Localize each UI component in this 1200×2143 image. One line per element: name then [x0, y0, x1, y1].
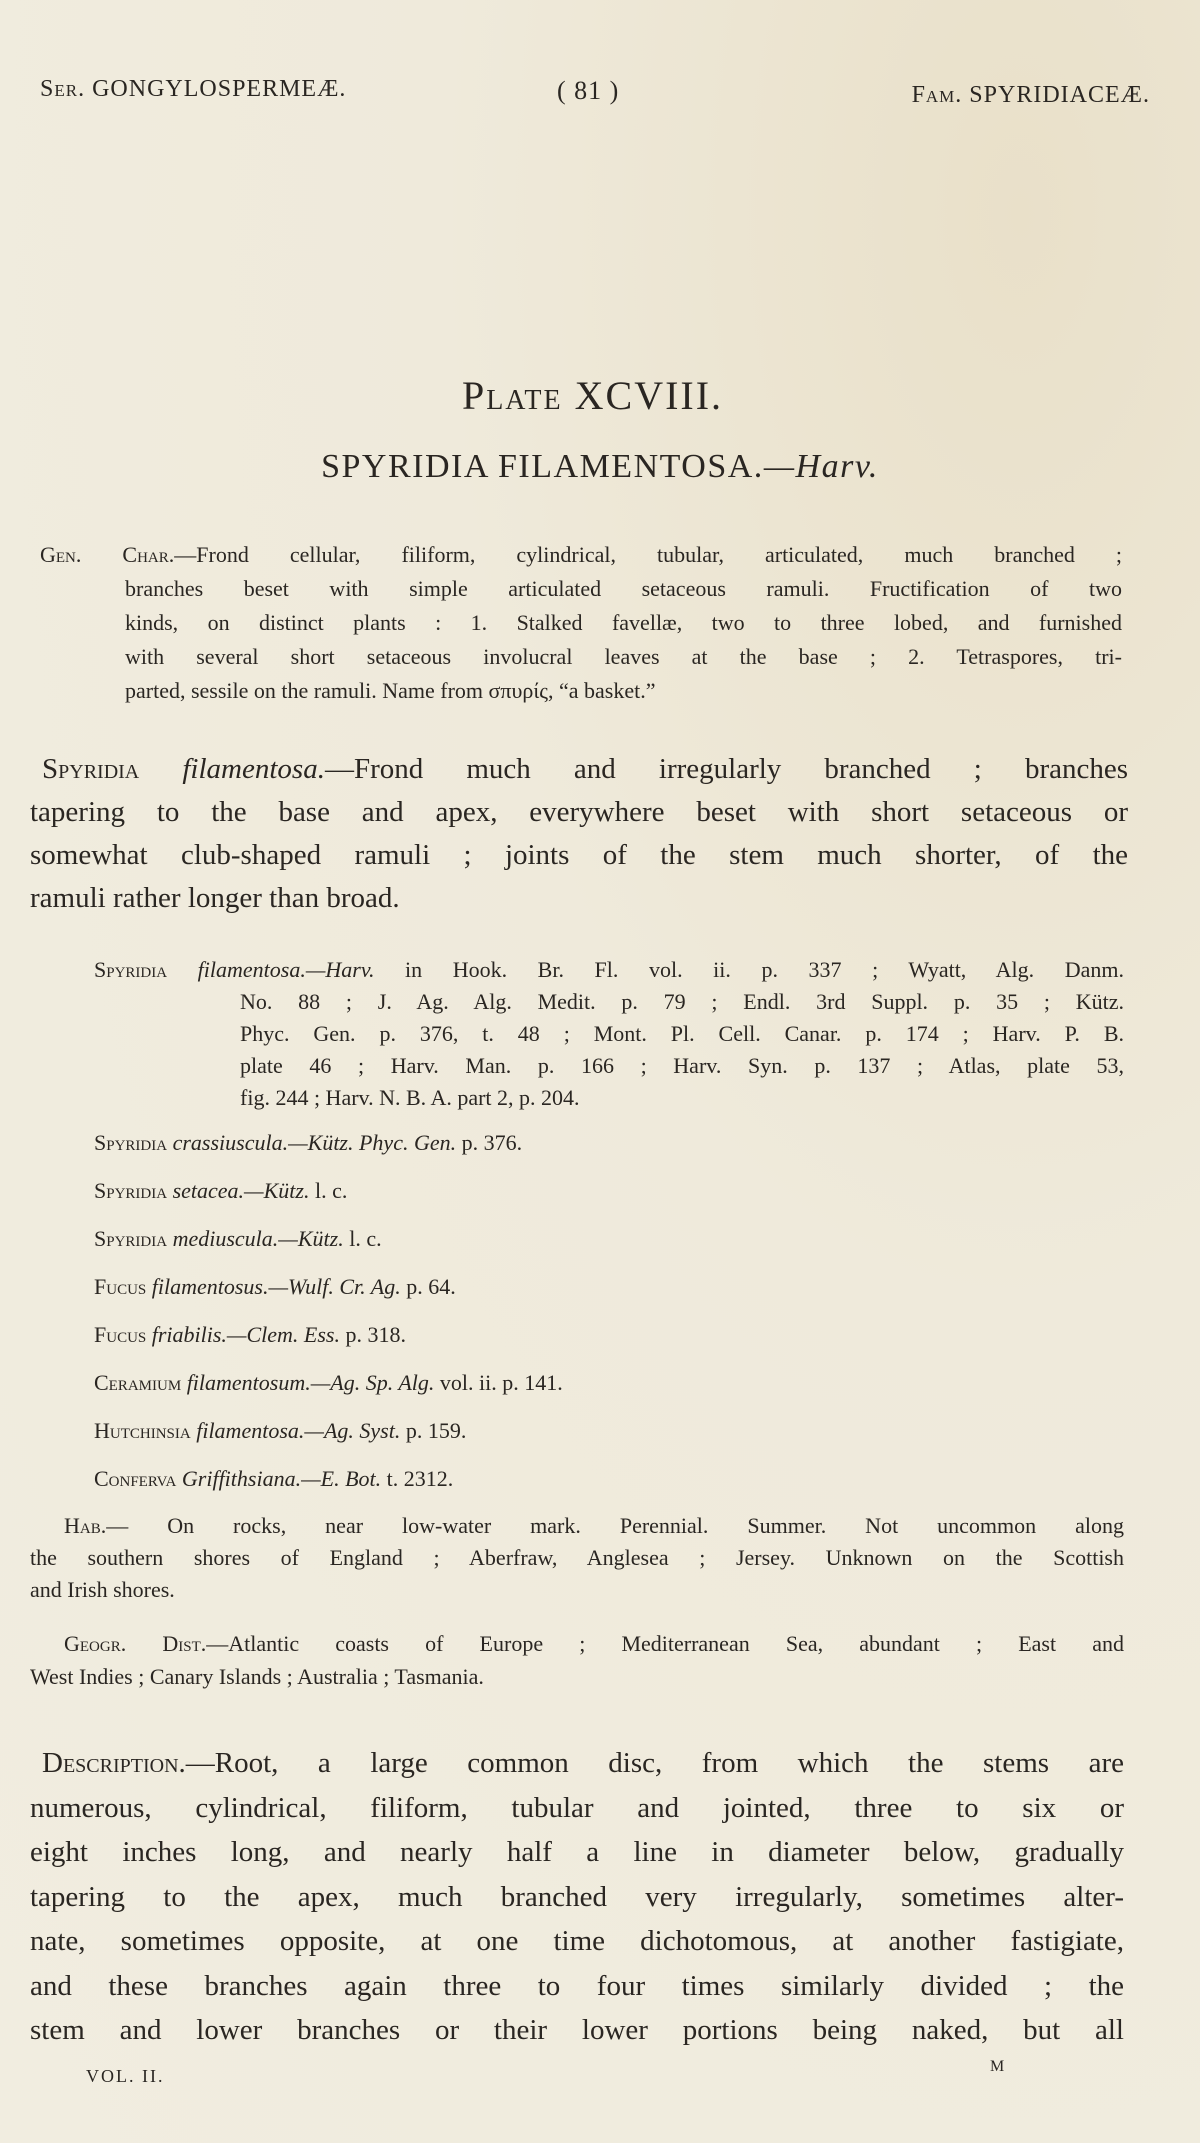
- gen-char-line: Gen. Char.—Frond cellular, filiform, cylindrical, tubular, articulated, much branched ;: [40, 542, 1123, 567]
- geography-lead: Geogr. Dist.: [64, 1631, 207, 1656]
- gathering-signature: M: [990, 2058, 1005, 2075]
- species-name: SPYRIDIA FILAMENTOSA.: [321, 448, 764, 485]
- species-author: —Harv.: [763, 448, 879, 485]
- habitat-section: Hab.— On rocks, near low-water mark. Perennial. Summer. Not uncommon along the southern shores of England ; Aberfraw, Anglesea ; Jersey. Unknown on the Scottish and Irish shores.: [30, 1513, 1124, 1602]
- synonym-entry: Conferva Griffithsiana.—E. Bot. t. 2312.: [94, 1466, 454, 1491]
- volume-signature: VOL. II.: [86, 2066, 165, 2086]
- description-lead: Description.: [42, 1747, 186, 1779]
- diagnosis-line: Spyridia filamentosa.—Frond much and irregularly branched ; branches: [42, 753, 1129, 785]
- species-title: [0, 448, 1200, 486]
- gen-char-line: kinds, on distinct plants : 1. Stalked favellæ, two to three lobed, and furnished: [125, 610, 1122, 635]
- gen-char-line: branches beset with simple articulated setaceous ramuli. Fructification of two: [125, 576, 1122, 601]
- synonym-entry: Fucus filamentosus.—Wulf. Cr. Ag. p. 64.: [94, 1274, 456, 1299]
- gen-char-line: with several short setaceous involucral leaves at the base ; 2. Tetraspores, tri-: [125, 644, 1122, 669]
- synonym-entry: Ceramium filamentosum.—Ag. Sp. Alg. vol. ii. p. 141.: [94, 1370, 563, 1395]
- synonym-entry: Hutchinsia filamentosa.—Ag. Syst. p. 159.: [94, 1418, 467, 1443]
- diagnosis-genus: Spyridia: [42, 753, 140, 785]
- geographic-distribution: Geogr. Dist.—Atlantic coasts of Europe ; Mediterranean Sea, abundant ; East and West Indies ; Canary Islands ; Australia ; Tasmania.: [30, 1631, 1124, 1689]
- species-diagnosis: [30, 748, 1128, 920]
- plate-title: Plate XCVIII.: [461, 373, 724, 418]
- running-head-series: Ser. GONGYLOSPERMEÆ.: [40, 76, 347, 102]
- diagnosis-line: somewhat club-shaped ramuli ; joints of the stem much shorter, of the: [30, 839, 1128, 871]
- synonym-entry: Spyridia crassiuscula.—Kütz. Phyc. Gen. p. 376.: [94, 1130, 523, 1155]
- synonymy-list: [94, 954, 1124, 1498]
- description-section: Description.—Root, a large common disc, from which the stems are numerous, cylindrical, filiform, tubular and jointed, three to six or eight inches long, and nearly half a line in diameter below, gradually tapering to the apex, much branched very irregularly, sometimes alter- nate, sometimes opposite, at one time dichotomous, at another fastigiate, and these branches again three to four times similarly divided ; the stem and lower branches or their lower portions being naked, but all: [30, 1747, 1124, 2046]
- generic-character: [40, 538, 1122, 708]
- gen-char-line: parted, sessile on the ramuli. Name from σπυρίς, “a basket.”: [125, 678, 656, 703]
- synonym-entry: Spyridia setacea.—Kütz. l. c.: [94, 1178, 348, 1203]
- running-head: [40, 76, 1150, 116]
- synonym-main-entry: Spyridia filamentosa.—Harv. in Hook. Br. Fl. vol. ii. p. 337 ; Wyatt, Alg. Danm. No. 88 ; J. Ag. Alg. Medit. p. 79 ; Endl. 3rd Suppl. p. 35 ; Kütz. Phyc. Gen. p. 376, t. 48 ; Mont. Pl. Cell. Canar. p. 174 ; Harv. P. B. plate 46 ; Harv. Man. p. 166 ; Harv. Syn. p. 137 ; Atlas, plate 53, fig. 244 ; Harv. N. B. A. part 2, p. 204.: [94, 957, 1125, 1110]
- synonym-reference: filamentosa.—Harv.: [197, 957, 375, 982]
- synonym-entry: Spyridia mediuscula.—Kütz. l. c.: [94, 1226, 382, 1251]
- diagnosis-line: ramuli rather longer than broad.: [30, 882, 400, 914]
- synonym-genus: Spyridia: [94, 957, 168, 982]
- page-number: ( 81 ): [557, 76, 620, 105]
- synonym-entry: Fucus friabilis.—Clem. Ess. p. 318.: [94, 1322, 406, 1347]
- gen-char-lead: Gen. Char.: [40, 542, 175, 567]
- running-head-family: Fam. SPYRIDIACEÆ.: [911, 82, 1150, 108]
- diagnosis-line: tapering to the base and apex, everywhere beset with short setaceous or: [30, 796, 1128, 828]
- diagnosis-epithet: filamentosa.: [182, 753, 325, 785]
- habitat-lead: Hab.: [64, 1513, 107, 1538]
